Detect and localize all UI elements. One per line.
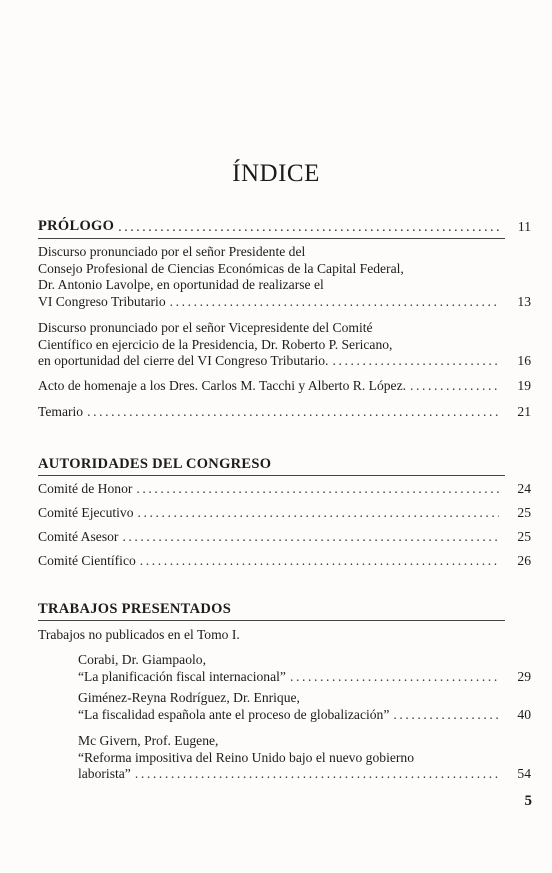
page-number: 24	[517, 481, 531, 496]
entry-last-line	[38, 404, 531, 421]
entry-last-line	[78, 766, 531, 783]
page-number: 40	[517, 706, 531, 722]
toc-entry-gimenez-reyna	[78, 690, 531, 723]
leader-dots	[410, 378, 499, 395]
entry-text: Comité Científico	[38, 553, 136, 568]
section-rule	[38, 620, 505, 621]
entry-line: Dr. Antonio Lavolpe, en oportunidad de realizarse el	[38, 277, 324, 292]
entry-text: laborista”	[78, 766, 131, 781]
entry-line: Corabi, Dr. Giampaolo,	[78, 652, 206, 667]
entry-text: Comité Asesor	[38, 529, 119, 544]
leader-dots	[118, 219, 499, 235]
section-autoridades: AUTORIDADES DEL CONGRESO	[38, 456, 272, 472]
entry-last-line	[38, 294, 531, 311]
toc-entry-discurso-vicepresidente	[38, 320, 531, 370]
entry-line: Giménez-Reyna Rodríguez, Dr. Enrique,	[78, 690, 300, 705]
toc-entry-mc-givern	[78, 733, 531, 783]
entry-last-line	[38, 505, 531, 522]
leader-dots	[140, 553, 499, 570]
leader-dots	[332, 353, 499, 370]
leader-dots	[136, 481, 499, 498]
toc-entry-temario	[38, 404, 531, 421]
leader-dots	[135, 766, 499, 783]
section-label: PRÓLOGO	[38, 218, 115, 234]
page-number: 25	[517, 505, 531, 520]
entry-text: “La planificación fiscal internacional”	[78, 668, 286, 684]
entry-text: en oportunidad del cierre del VI Congreso Tributario.	[38, 353, 329, 368]
toc-entry-corabi	[78, 652, 531, 685]
toc-entry-comite-ejecutivo	[38, 505, 531, 522]
toc-entry-acto-homenaje	[38, 378, 531, 395]
section-prologo	[38, 218, 531, 235]
entry-text: Temario	[38, 404, 84, 419]
page-number: 11	[517, 219, 531, 234]
entry-text: VI Congreso Tributario	[38, 293, 166, 309]
entry-last-line	[38, 353, 531, 370]
page-number: 16	[517, 353, 531, 368]
entry-text: Comité Ejecutivo	[38, 505, 134, 520]
page-number: 19	[517, 378, 531, 393]
entry-line: Discurso pronunciado por el señor Vicepresidente del Comité	[38, 320, 373, 335]
entry-last-line	[38, 529, 531, 546]
leader-dots	[170, 294, 499, 311]
toc-entry-comite-honor	[38, 481, 531, 498]
section-rule	[38, 475, 505, 476]
section-trabajos: TRABAJOS PRESENTADOS	[38, 601, 232, 617]
entry-last-line	[78, 707, 531, 724]
entry-last-line	[38, 378, 531, 395]
page-number: 29	[517, 668, 531, 684]
entry-line: “Reforma impositiva del Reino Unido bajo el nuevo gobierno	[78, 749, 414, 765]
folio-page-number: 5	[524, 793, 532, 809]
section-rule	[38, 238, 505, 239]
trabajos-intro: Trabajos no publicados en el Tomo I.	[38, 627, 240, 642]
page-number: 25	[517, 529, 531, 544]
entry-line: Mc Givern, Prof. Eugene,	[78, 733, 219, 748]
entry-last-line	[38, 481, 531, 498]
page-title: ÍNDICE	[232, 160, 320, 187]
entry-text: “La fiscalidad española ante el proceso de globalización”	[78, 706, 390, 722]
page-number: 21	[517, 404, 531, 419]
entry-line: Consejo Profesional de Ciencias Económicas de la Capital Federal,	[38, 260, 404, 276]
entry-line: Científico en ejercicio de la Presidencia, Dr. Roberto P. Sericano,	[38, 336, 393, 352]
leader-dots	[87, 404, 499, 421]
entry-last-line	[78, 669, 531, 686]
entry-line: Discurso pronunciado por el señor Presidente del	[38, 244, 306, 259]
page-number: 26	[517, 553, 531, 568]
leader-dots	[122, 529, 499, 546]
leader-dots	[138, 505, 499, 522]
toc-entry-discurso-presidente	[38, 244, 531, 310]
page-number: 13	[517, 293, 531, 309]
leader-dots	[290, 669, 499, 686]
entry-text: Acto de homenaje a los Dres. Carlos M. Tacchi y Alberto R. López.	[38, 378, 406, 393]
page-number: 54	[517, 766, 531, 781]
entry-last-line	[38, 553, 531, 570]
entry-text: Comité de Honor	[38, 481, 133, 496]
toc-entry-comite-asesor	[38, 529, 531, 546]
leader-dots	[393, 707, 499, 724]
toc-entry-comite-cientifico	[38, 553, 531, 570]
